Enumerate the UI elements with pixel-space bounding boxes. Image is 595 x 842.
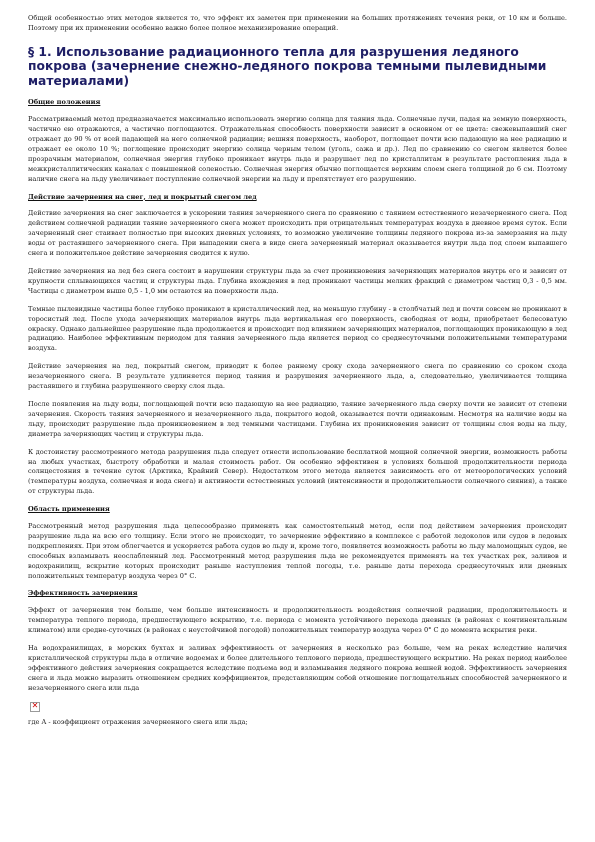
broken-image-mark: ✕ [31, 700, 39, 710]
section-body [28, 98, 567, 693]
formula-caption: где A - коэффициент отражения зачерненного снега или льда; [28, 717, 248, 726]
body-paragraph: На водохранилищах, в морских бухтах и заливах эффективность от зачернения в несколько раз больше, чем на реках вследствие наличия кристаллической структуры льда в отличие водоемах и более длительного теплового периода, предшествующего вскрытию. На реках период наиболее эффективного действия зачернения сокращается вследствие подъема вод и взламывания ледяного покрова вешней водой. Эффективность зачернения снега и льда можно выразить отношением средних коэффициентов, представляющим собой отношение поглощательных способностей зачерненного и незачерненного снега или льда [28, 644, 567, 692]
body-paragraph: Действие зачернения на лед без снега состоит в нарушении структуры льда за счет проникновения зачерняющих материалов внутрь его и зависит от крупности сплывающихся частиц и структуры льда. Глубина вхождения в лед проникают частицы мелких фракций с диаметром частиц 0,3 - 0,5 мм. Частицы с диаметром выше 0,5 - 1,0 мм остаются на поверхности льда. [28, 267, 567, 295]
body-paragraph: Рассмотренный метод разрушения льда целесообразно применять как самостоятельный метод, если под действием зачернения происходит разрушение льда на всю его толщину. Если этого не происходит, то зачернение эффективно в комплексе с работой ледоколов или судов в ледовых подкреплениях. При этом облегчается и ускоряется работа судов во льду и, кроме того, появляется возможность работы во льду маломощных судов, не способных взламывать неослабленный лед. Рассмотренный метод разрушения льда не рекомендуется применять на тех участках рек, заливов и водохранилищ, вскрытие которых происходит раньше наступления теплой погоды, т.е. раньше даты перехода среднесуточных или дневных положительных температур воздуха через 0° С. [28, 522, 567, 580]
subheading: Действие зачернения на снег, лед и покрытый снегом лед [28, 192, 257, 201]
body-paragraph: После появления на льду воды, поглощающей почти всю падающую на нее радиацию, таяние зачерненного льда сверху почти не зависит от степени зачернения. Скорость таяния зачерненного и незачерненного льда, покрытого водой, оказывается почти одинаковым. Несмотря на наличие воды на льду, происходит разрушение льда проникновением в лед темными частицами. Глубина их проникновения зависит от толщины слоя воды на льду, диаметра зачерняющих частиц и структуры льда. [28, 399, 567, 438]
body-paragraph: К достоинству рассмотренного метода разрушения льда следует отнести использование бесплатной мощной солнечной энергии, возможность работы на любых участках, быстроту обработки и малая стоимость работ. Он особенно эффективен в условиях большой продолжительности периода солнцестояния в течение суток (Арктика, Крайний Север). Недостатком этого метода является зависимость его от метеорологических условий (температуры воздуха, солнечная и вода снега) и активности естественных условий (интенсивности и продолжительности солнечного сияния), а также от структуры льда. [28, 447, 567, 496]
section-heading: § 1. Использование радиационного тепла для разрушения ледяного покрова (зачернение снежно-ледяного покрова темными пылевидными материалами) [28, 44, 547, 88]
body-paragraph: Темные пылевидные частицы более глубоко проникают в кристаллический лед, на меньшую глубину - в столбчатый лед и почти совсем не проникают в торосистый лед. После ухода зачерняющих материалов внутрь льда вертикальная его поверхность, свободная от воды, приобретает белесоватую окраску. Однако дальнейшее разрушение льда продолжается и происходит под влиянием зачерняющих материалов, поглощающих проникающую в лед радиацию. Наиболее эффективным периодом для таяния зачерненного льда является период со среднесуточными положительными температурами воздуха. [28, 304, 567, 353]
intro-paragraph: Общей особенностью этих методов является то, что эффект их заметен при применении на больших протяжениях течения реки, от 10 км и больше. Поэтому при их применении особенно важно более полное механизирование операций. [28, 14, 567, 32]
subheading: Общие положения [28, 98, 101, 107]
subheading: Область применения [28, 505, 110, 514]
body-paragraph: Действие зачернения на лед, покрытый снегом, приводит к более раннему сроку схода зачерненного снега по сравнению со сроком схода незачерненного снега. В результате удлиняется период таяния и разрушения зачерненного льда, а, следовательно, увеличивается толщина растаявшего и глубина разрушенного сверху слоя льда. [28, 362, 567, 391]
broken-image-icon [30, 702, 40, 712]
body-paragraph: Рассматриваемый метод предназначается максимально использовать энергию солнца для таяния льда. Солнечные лучи, падая на земную поверхность, частично ею отражаются, а частично поглощаются. Отражательная способность поверхности зависит в основном от ее цвета: свежевыпавший снег отражает до 90 % от всей падающей на него солнечной радиации; вешняя поверхность, наоборот, поглощает почти всю падающую на нее радиацию и отражает ее около 10 %; поглощение происходит энергию солнца черным телом (уголь, сажа и др.). Лед по сравнению со снегом является более прозрачным материалом, солнечная энергия глубоко проникает внутрь льда и разрушает лед по кристаллитам в результате растопления льда в межкристаллитических каналах с повышенной соленостью. Солнечная энергия обычно поглощается верхним слоем снега толщиной до 6 см. Поэтому наличие снега на льду увеличивает поступление солнечной энергии на льду и препятствует его разрушению. [28, 115, 567, 183]
body-paragraph: Действие зачернения на снег заключается в ускорении таяния зачерненного снега по сравнению с таянием естественного незачерненного снега. Под действием солнечной радиации таяние зачерненного снега может происходить при отрицательных температурах воздуха в дневное время суток. Если зачерненный снег стаивает полностью при высоких дневных условиях, то возможно увеличение толщины ледяного покрова из-за замерзания на льду воды от растаявшего зачерненного снега. При выпадении снега в виде снега зачерненный материал оказывается внутри льда под слоем выпавшего снега и положительное действие зачернения сводится к нулю. [28, 209, 567, 258]
subheading: Эффективность зачернения [28, 589, 138, 598]
body-paragraph: Эффект от зачернения тем больше, чем больше интенсивность и продолжительность воздействия солнечной радиации, продолжительность и температура теплого периода, предшествующего вскрытию, т.е. периода с момента устойчивого перехода дневных (в районах с континентальным климатом) или средне-суточных (в районах с неустойчивой погодой) положительных температур воздуха через 0° С до момента вскрытия реки. [28, 606, 567, 635]
